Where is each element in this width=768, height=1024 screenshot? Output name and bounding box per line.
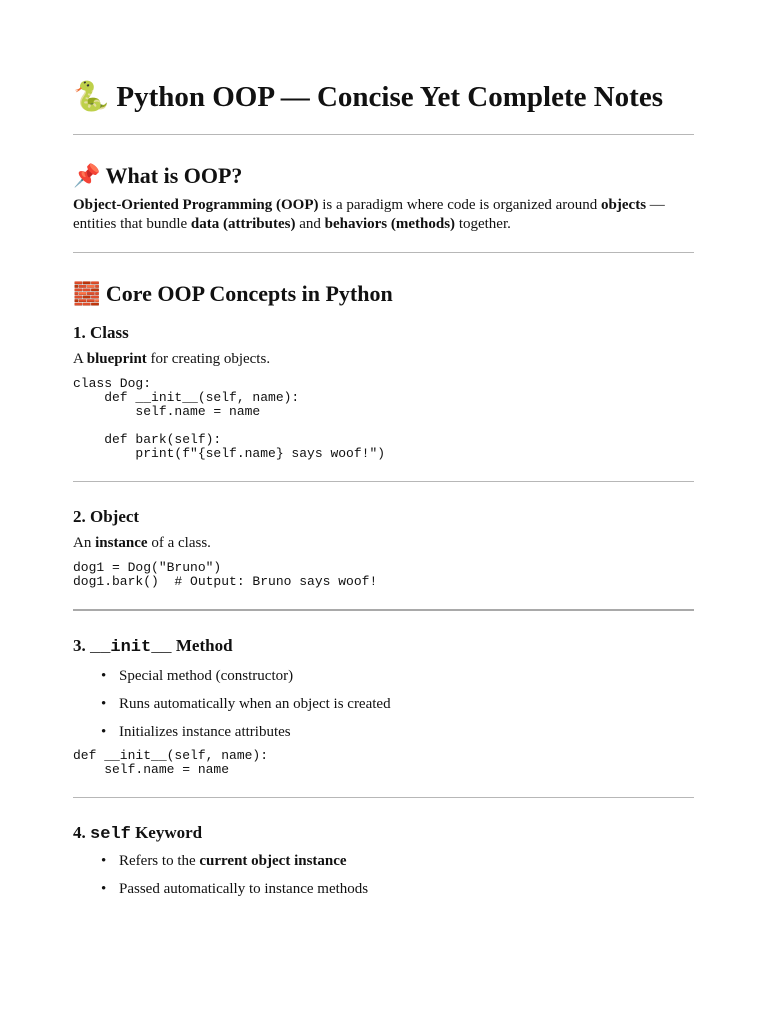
divider (73, 134, 694, 135)
subheading-self-keyword: 4. self Keyword (73, 823, 203, 844)
snake-icon: 🐍 (73, 79, 110, 113)
section-heading-core-concepts: 🧱 Core OOP Concepts in Python (73, 281, 393, 307)
list-item: • Refers to the current object instance (73, 852, 694, 871)
section-heading-what-is-oop: 📌 What is OOP? (73, 163, 243, 189)
inline-code-self: self (90, 825, 131, 844)
code-block-class: class Dog: def __init__(self, name): self.name = name def bark(self): print(f"{self.name} says woof!") (73, 376, 386, 461)
object-description: An instance of a class. (73, 535, 211, 551)
code-block-init: def __init__(self, name): self.name = name (73, 748, 269, 777)
oop-definition-paragraph: Object-Oriented Programming (OOP) is a paradigm where code is organized around objects — entities that bundle data (attributes) and behaviors (methods) together. (73, 197, 665, 232)
subheading-init-method: 3. __init__ Method (73, 636, 233, 657)
inline-code-init: __init__ (90, 638, 172, 657)
document-content (73, 80, 694, 908)
init-bullet-list (73, 667, 694, 742)
subheading-object: 2. Object (73, 507, 140, 526)
code-block-object: dog1 = Dog("Bruno") dog1.bark() # Output: Bruno says woof! (73, 560, 378, 589)
pushpin-icon: 📌 (73, 164, 101, 189)
list-item: • Initializes instance attributes (73, 723, 694, 742)
list-item: • Runs automatically when an object is created (73, 695, 694, 714)
page-title-text: Python OOP — Concise Yet Complete Notes (116, 81, 663, 113)
divider (73, 797, 694, 798)
divider (73, 252, 694, 253)
divider (73, 609, 694, 611)
list-item: • Special method (constructor) (73, 667, 694, 686)
class-description: A blueprint for creating objects. (73, 351, 271, 367)
self-bullet-list (73, 852, 694, 899)
bricks-icon: 🧱 (73, 282, 101, 307)
subheading-class: 1. Class (73, 323, 129, 342)
list-item: • Passed automatically to instance methods (73, 880, 694, 899)
page-title (73, 80, 694, 114)
divider (73, 481, 694, 482)
